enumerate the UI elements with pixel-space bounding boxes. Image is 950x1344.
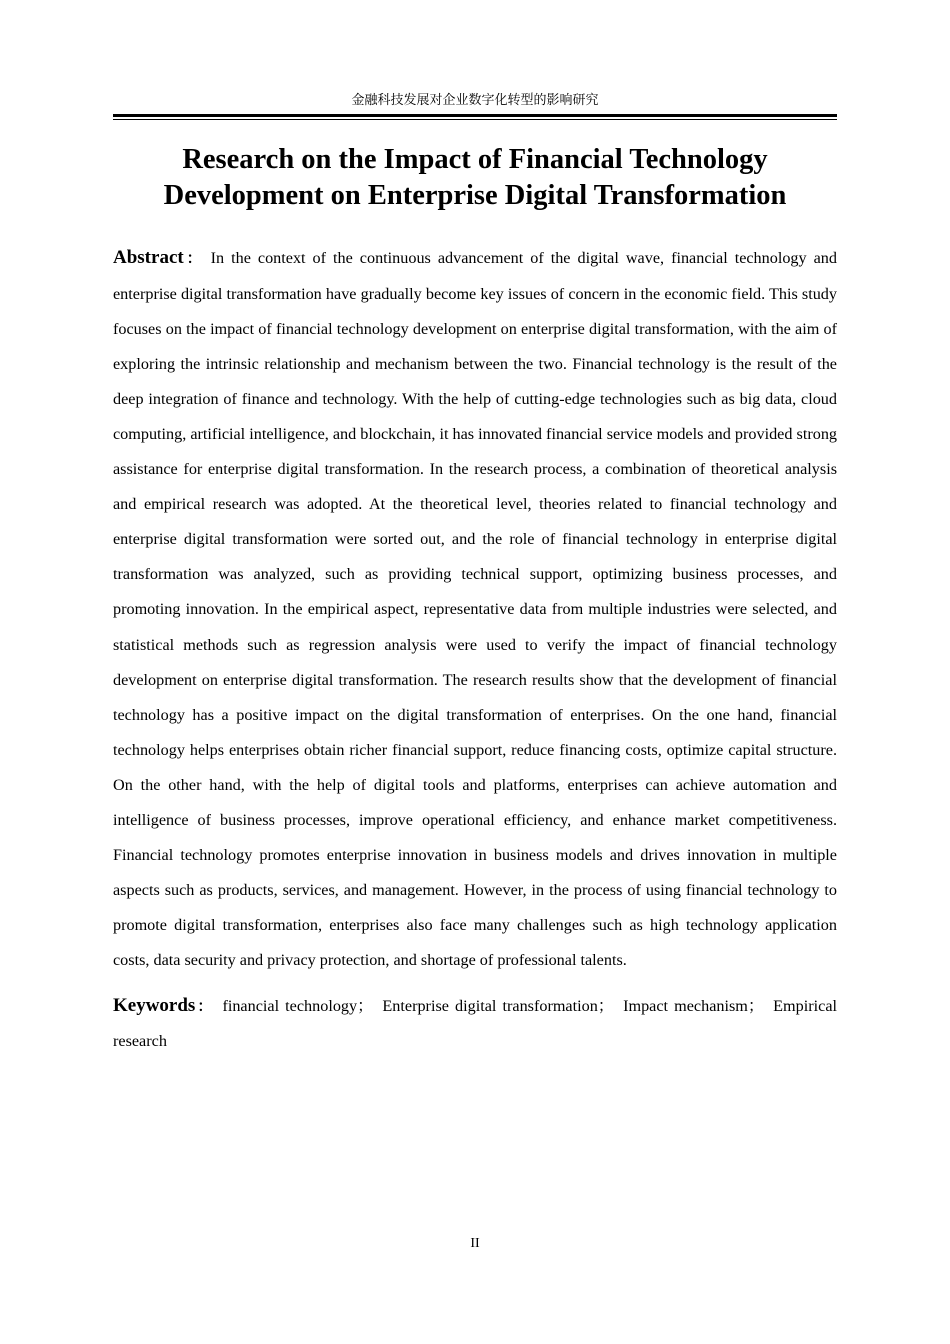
keywords-label: Keywords: [113, 995, 196, 1016]
header-rule: [113, 114, 837, 120]
paper-title-line-1: Research on the Impact of Financial Technology: [182, 144, 768, 175]
running-header: 金融科技发展对企业数字化转型的影响研究: [351, 93, 599, 108]
keyword-item: Empirical research: [113, 997, 837, 1050]
keyword-item: financial technology: [222, 997, 358, 1015]
abstract-paragraph: [113, 240, 837, 978]
paper-title: [113, 142, 837, 214]
abstract-text: In the context of the continuous advancement of the digital wave, financial technology and enterprise digital transformation have gradually become key issues of concern in the economic field. This study focuses on the impact of financial technology development on enterprise digital transformation, with the aim of exploring the intrinsic relationship and mechanism between the two. Financial technology is the result of the deep integration of finance and technology. With the help of cutting-edge technologies such as big data, cloud computing, artificial intelligence, and blockchain, it has innovated financial service models and provided strong assistance for enterprise digital transformation. In the research process, a combination of theoretical analysis and empirical research was adopted. At the theoretical level, theories related to financial technology and enterprise digital transformation were sorted out, and the role of financial technology in enterprise digital transformation was analyzed, such as providing technical support, optimizing business processes, and promoting innovation. In the empirical aspect, representative data from multiple industries were selected, and statistical methods such as regression analysis were used to verify the impact of financial technology development on enterprise digital transformation. The research results show that the development of financial technology has a positive impact on the digital transformation of enterprises. On the one hand, financial technology helps enterprises obtain richer financial support, reduce financing costs, optimize capital structure. On the other hand, with the help of digital tools and platforms, enterprises can achieve automation and intelligence of business processes, improve operational efficiency, and enhance market competitiveness. Financial technology promotes enterprise innovation in business models and drives innovation in multiple aspects such as products, services, and management. However, in the process of using financial technology to promote digital transformation, enterprises also face many challenges such as high technology application costs, data security and privacy protection, and shortage of professional talents.: [113, 249, 837, 969]
keyword-separator: ；: [357, 997, 374, 1015]
abstract-label-colon: ：: [183, 251, 205, 267]
paper-title-line-2: Development on Enterprise Digital Transformation: [163, 180, 787, 211]
keyword-item: Impact mechanism: [623, 997, 748, 1015]
keywords-label-colon: ：: [195, 999, 215, 1015]
page-number: II: [470, 1236, 480, 1251]
keyword-separator: ；: [597, 997, 614, 1015]
abstract-label: Abstract: [113, 247, 184, 268]
keywords-paragraph: [113, 989, 837, 1058]
keyword-item: Enterprise digital transformation: [382, 997, 598, 1015]
keyword-separator: ；: [747, 997, 765, 1015]
